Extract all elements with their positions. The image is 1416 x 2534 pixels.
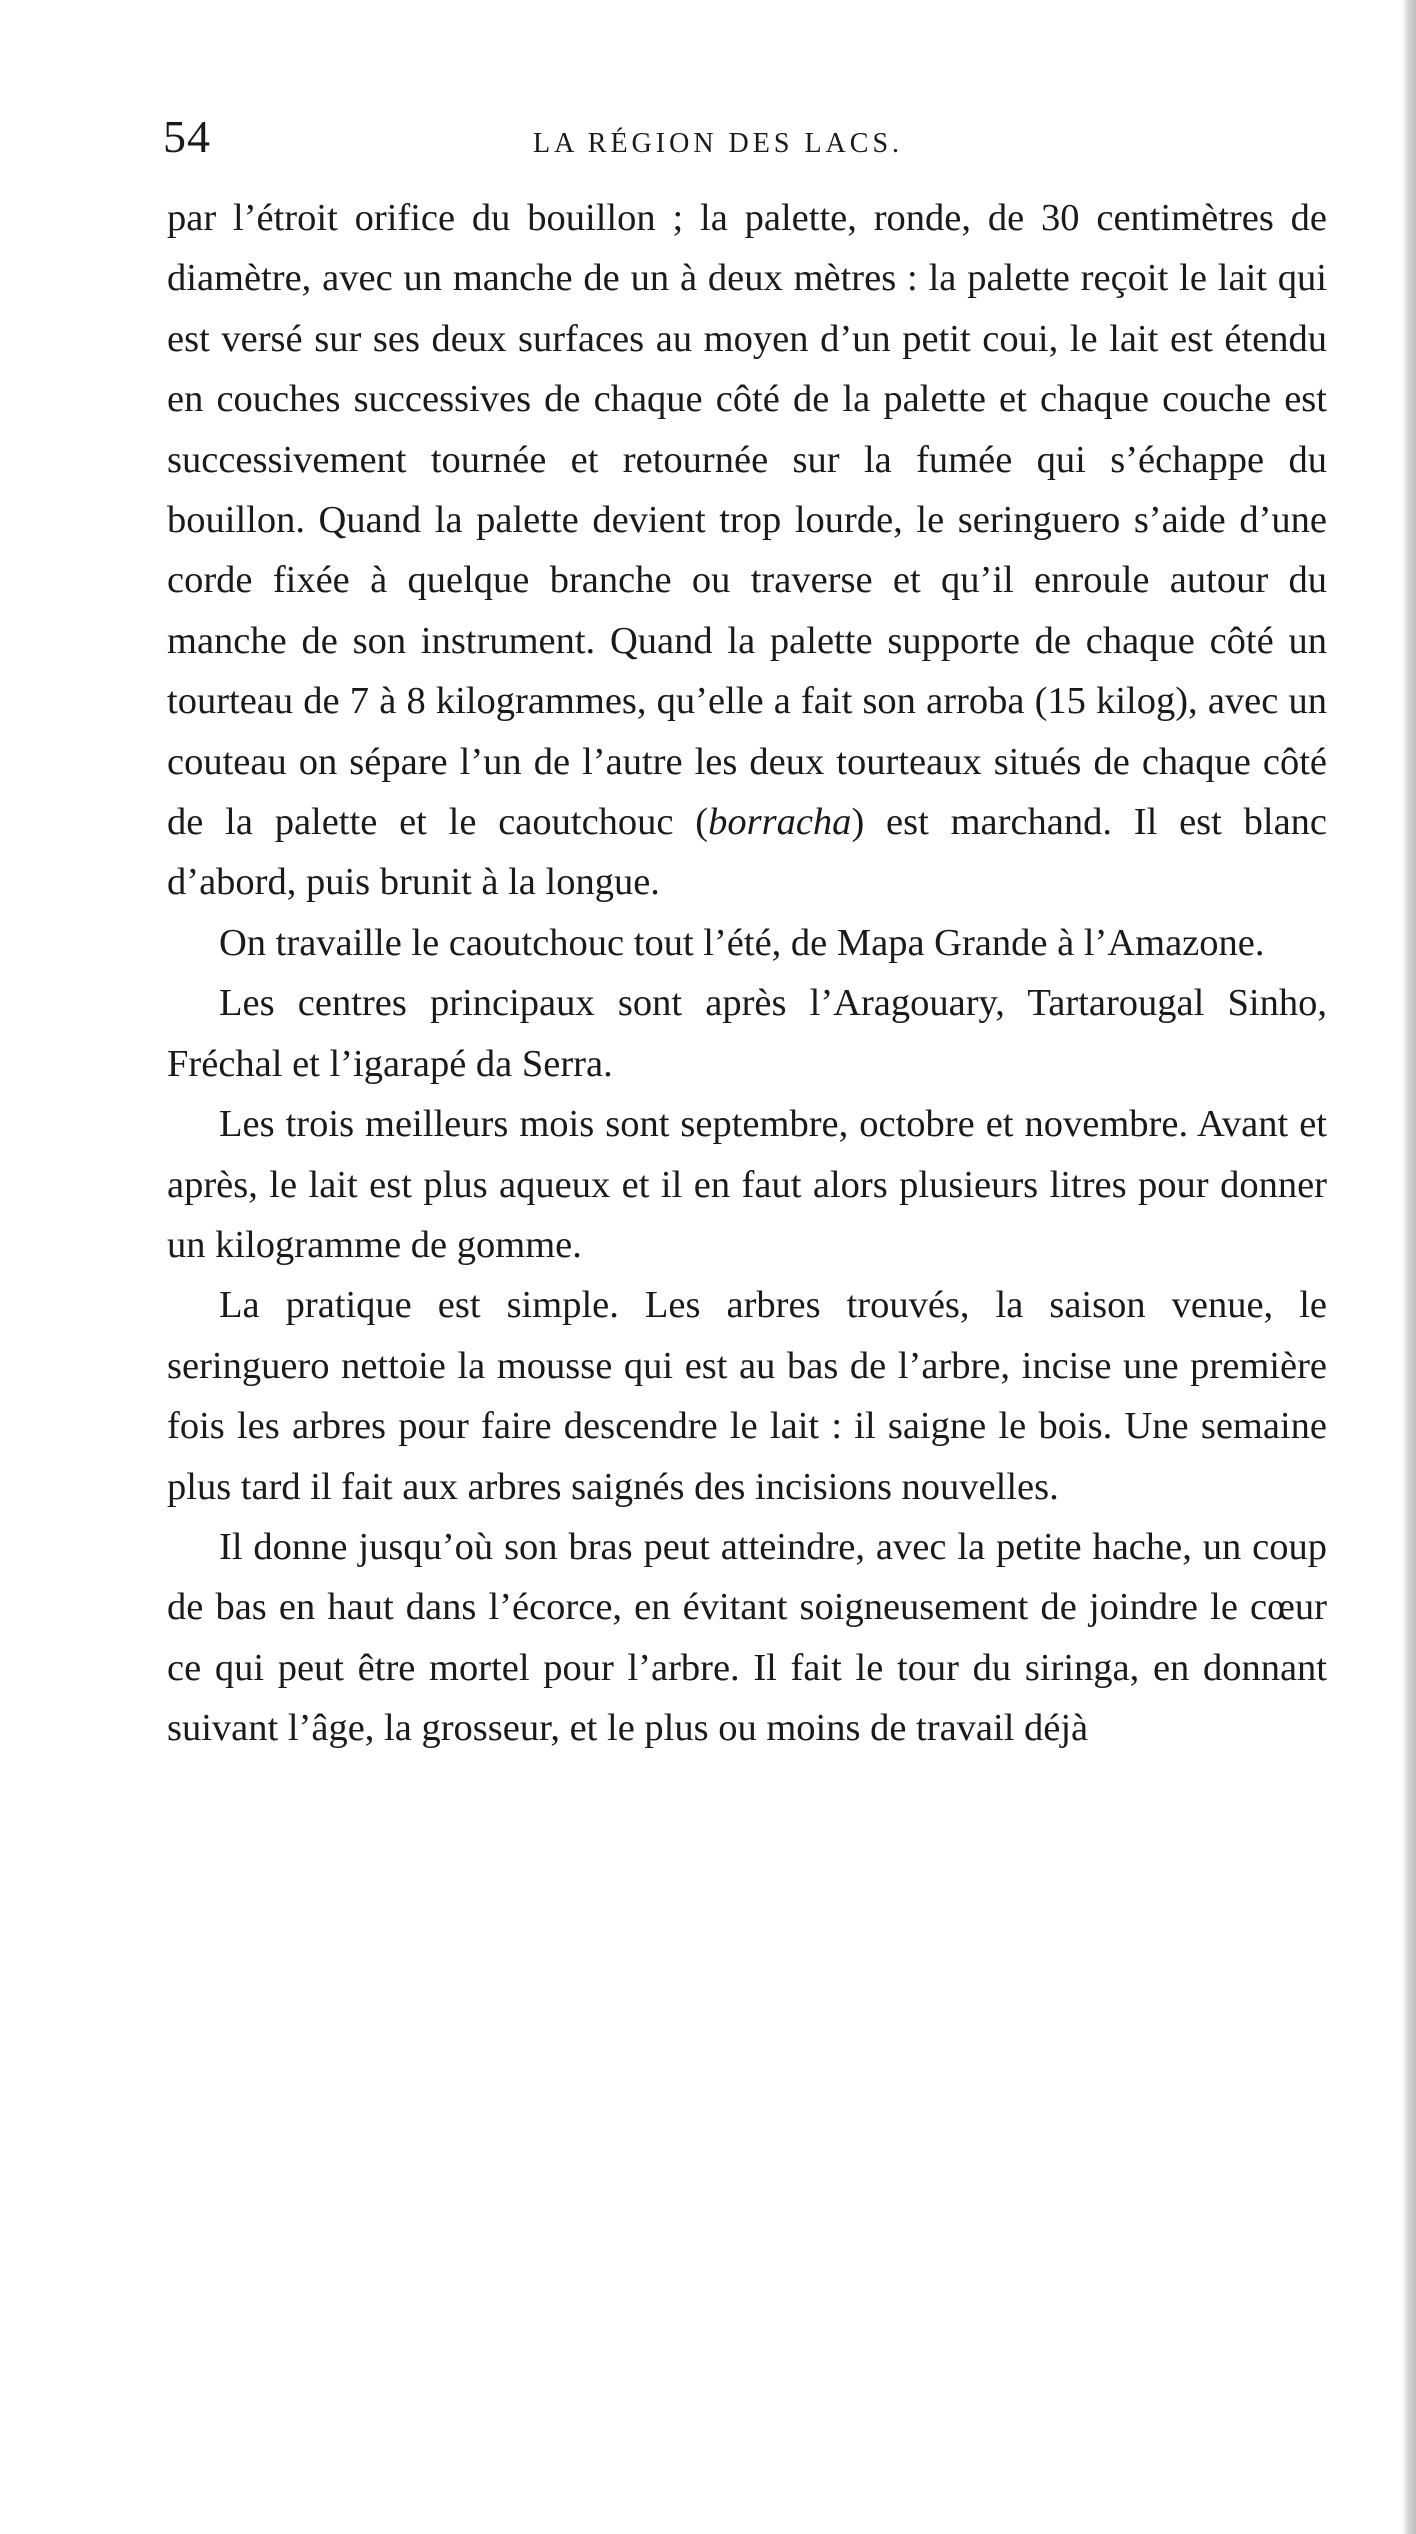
paragraph-1-text-before: par l’étroit orifice du bouillon ; la palette, ronde, de 30 centimètres de diamètre, avec un manche de un à deux mètres : la palette reçoit le lait qui est versé sur ses deux surfaces au moyen d’un petit coui, le lait est étendu en couches successives de chaque côté de la palette et chaque couche est successivement tournée et retournée sur la fumée qui s’échappe du bouillon. Quand la palette devient trop lourde, le seringuero s’aide d’une corde fixée à quelque branche ou traverse et qu’il enroule autour du manche de son instrument. Quand la palette supporte de chaque côté un tourteau de 7 à 8 kilogrammes, qu’elle a fait son arroba (15 kilog), avec un couteau on sépare l’un de l’autre les deux tourteaux situés de chaque côté de la palette et le caoutchouc ( [167,197,1327,844]
paragraph-1 [167,188,1327,913]
paragraph-1-text-after: ) est marchand. Il est blanc d’abord, puis brunit à la longue. [167,801,1328,904]
borracha-term: borracha [708,801,852,844]
paragraph-5: La pratique est simple. Les arbres trouvés, la saison venue, le seringuero nettoie la mousse qui est au bas de l’arbre, incise une première fois les arbres pour faire descendre le lait : il saigne le bois. Une semaine plus tard il fait aux arbres saignés des incisions nouvelles. [167,1284,1327,1508]
paragraph-3: Les centres principaux sont après l’Aragouary, Tartarougal Sinho, Fréchal et l’igarapé da Serra. [167,982,1327,1085]
paragraph-4: Les trois meilleurs mois sont septembre, octobre et novembre. Avant et après, le lait est plus aqueux et il en faut alors plusieurs litres pour donner un kilogramme de gomme. [167,1103,1327,1266]
page-number: 54 [163,111,211,162]
paragraph-6: Il donne jusqu’où son bras peut atteindre, avec la petite hache, un coup de bas en haut dans l’écorce, en évitant soigneusement de joindre le cœur ce qui peut être mortel pour l’arbre. Il fait le tour du siringa, en donnant suivant l’âge, la grosseur, et le plus ou moins de travail déjà [167,1525,1327,1750]
body-text [167,188,1327,1759]
running-title: LA RÉGION DES LACS. [533,128,904,159]
page-header [163,110,1183,170]
paragraph-2: On travaille le caoutchouc tout l’été, de Mapa Grande à l’Amazone. [219,921,1265,964]
page-edge-shadow [1402,0,1416,2534]
